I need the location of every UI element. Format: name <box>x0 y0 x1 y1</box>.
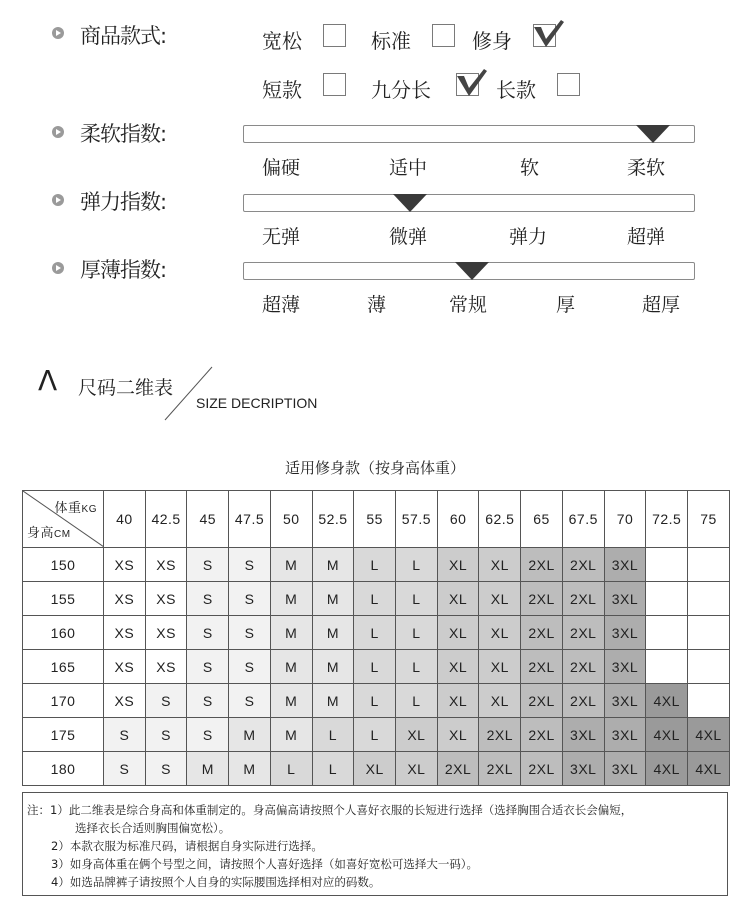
table-row <box>23 752 730 786</box>
scale-label: 弹力 <box>509 226 548 248</box>
weight-header-cell: 42.5 <box>145 491 187 548</box>
height-cell: 170 <box>23 684 104 718</box>
height-cell: 175 <box>23 718 104 752</box>
weight-header-cell: 65 <box>521 491 563 548</box>
size-cell: XL <box>479 650 521 684</box>
size-cell: 3XL <box>562 752 604 786</box>
size-cell: 3XL <box>562 718 604 752</box>
size-cell: XL <box>396 718 438 752</box>
scale-label: 常规 <box>449 294 488 316</box>
size-cell: M <box>270 548 312 582</box>
scale-label: 无弹 <box>262 226 301 248</box>
size-cell: 4XL <box>688 752 730 786</box>
weight-header-cell: 60 <box>437 491 479 548</box>
size-cell: M <box>229 718 271 752</box>
size-cell: L <box>312 752 354 786</box>
size-cell: S <box>229 650 271 684</box>
size-cell: L <box>354 548 396 582</box>
size-cell: M <box>270 650 312 684</box>
size-cell: 2XL <box>521 650 563 684</box>
size-cell: M <box>270 582 312 616</box>
bullet-icon <box>52 126 64 138</box>
size-cell: M <box>270 616 312 650</box>
size-cell: 3XL <box>604 582 646 616</box>
size-cell: XS <box>104 684 146 718</box>
size-cell: 2XL <box>562 650 604 684</box>
size-cell: XL <box>479 684 521 718</box>
note-line: 注：1）此二维表是综合身高和体重制定的。身高偏高请按照个人喜好衣服的长短进行选择（选择胸围合适衣长会偏短， <box>27 803 633 817</box>
weight-header-cell: 67.5 <box>562 491 604 548</box>
softness-title: 柔软指数: <box>80 122 167 146</box>
size-cell <box>688 650 730 684</box>
height-cell: 160 <box>23 616 104 650</box>
size-cell: XS <box>145 650 187 684</box>
size-cell: M <box>270 718 312 752</box>
table-row <box>23 548 730 582</box>
scale-label: 薄 <box>367 294 387 316</box>
size-cell: 2XL <box>521 684 563 718</box>
style-title: 商品款式: <box>80 24 167 48</box>
size-cell: 2XL <box>479 718 521 752</box>
size-cell: 4XL <box>646 752 688 786</box>
weight-header-cell: 50 <box>270 491 312 548</box>
size-cell: L <box>312 718 354 752</box>
size-cell: XS <box>104 616 146 650</box>
size-logo-icon: Λ <box>38 364 58 397</box>
weight-label: 体重 <box>54 500 82 515</box>
size-cell: L <box>354 582 396 616</box>
table-row <box>23 718 730 752</box>
size-cell: XS <box>145 582 187 616</box>
size-cell: M <box>270 684 312 718</box>
size-cell: L <box>354 684 396 718</box>
size-cell: 2XL <box>521 548 563 582</box>
size-cell: L <box>396 684 438 718</box>
size-cell: 2XL <box>562 582 604 616</box>
weight-header-cell: 72.5 <box>646 491 688 548</box>
scale-label: 偏硬 <box>262 157 301 179</box>
height-cell: 165 <box>23 650 104 684</box>
size-cell: L <box>396 582 438 616</box>
size-cell: XL <box>437 650 479 684</box>
scale-label: 超薄 <box>262 294 301 316</box>
bullet-icon <box>52 27 64 39</box>
notes-box <box>22 792 728 896</box>
option-label: 短款 <box>262 78 302 102</box>
size-cell: L <box>396 616 438 650</box>
note-line: 2）本款衣服为标准尺码，请根据自身实际进行选择。 <box>51 839 323 853</box>
softness-marker-icon <box>636 125 670 145</box>
table-row <box>23 650 730 684</box>
option-label: 修身 <box>472 29 512 53</box>
checkmark-icon <box>531 18 565 48</box>
size-cell: XL <box>437 548 479 582</box>
size-cell: L <box>354 650 396 684</box>
size-cell: 2XL <box>521 582 563 616</box>
option-checkbox[interactable] <box>432 24 455 47</box>
size-cell: 2XL <box>521 752 563 786</box>
size-cell: S <box>229 616 271 650</box>
size-cell: XS <box>104 650 146 684</box>
bullet-icon <box>52 262 64 274</box>
weight-header-cell: 57.5 <box>396 491 438 548</box>
weight-header-cell: 40 <box>104 491 146 548</box>
size-cell: XS <box>145 548 187 582</box>
size-cell: 4XL <box>646 684 688 718</box>
size-title-cn: 尺码二维表 <box>78 377 174 399</box>
thickness-title: 厚薄指数: <box>80 258 167 282</box>
size-cell: L <box>396 650 438 684</box>
option-checkbox[interactable] <box>557 73 580 96</box>
scale-label: 软 <box>520 157 540 179</box>
size-cell: XS <box>145 616 187 650</box>
option-checkbox[interactable] <box>323 73 346 96</box>
weight-header-cell: 62.5 <box>479 491 521 548</box>
table-row <box>23 616 730 650</box>
size-cell: S <box>187 582 229 616</box>
scale-label: 厚 <box>556 294 576 316</box>
size-cell: S <box>104 752 146 786</box>
size-cell <box>688 684 730 718</box>
size-cell: 2XL <box>521 718 563 752</box>
size-cell: M <box>312 548 354 582</box>
option-label: 长款 <box>496 78 536 102</box>
size-cell: 2XL <box>479 752 521 786</box>
bullet-icon <box>52 194 64 206</box>
size-cell: 4XL <box>688 718 730 752</box>
size-cell: S <box>187 548 229 582</box>
note-line: 选择衣长合适则胸围偏宽松）。 <box>75 821 231 835</box>
size-title-en: SIZE DECRIPTION <box>196 395 318 411</box>
corner-header <box>23 491 104 548</box>
weight-header-cell: 55 <box>354 491 396 548</box>
size-cell: M <box>312 582 354 616</box>
size-cell: 2XL <box>562 548 604 582</box>
elasticity-marker-icon <box>393 194 427 214</box>
size-cell: 3XL <box>604 684 646 718</box>
size-cell: XL <box>479 582 521 616</box>
size-cell: S <box>187 718 229 752</box>
height-label: 身高 <box>27 525 55 540</box>
scale-label: 超厚 <box>642 294 681 316</box>
height-cell: 150 <box>23 548 104 582</box>
size-cell: 4XL <box>646 718 688 752</box>
size-cell <box>646 548 688 582</box>
scale-label: 超弹 <box>627 226 666 248</box>
size-cell: S <box>187 650 229 684</box>
table-row <box>23 582 730 616</box>
size-cell: 3XL <box>604 718 646 752</box>
note-line: 4）如选品牌裤子请按照个人自身的实际腰围选择相对应的码数。 <box>51 875 381 889</box>
softness-bar <box>243 125 695 143</box>
weight-header-cell: 52.5 <box>312 491 354 548</box>
height-cell: 180 <box>23 752 104 786</box>
size-cell: S <box>145 684 187 718</box>
size-cell <box>646 650 688 684</box>
size-cell <box>646 616 688 650</box>
size-cell: 3XL <box>604 616 646 650</box>
size-cell: 2XL <box>562 616 604 650</box>
size-cell <box>688 548 730 582</box>
weight-header-cell: 75 <box>688 491 730 548</box>
weight-header-cell: 70 <box>604 491 646 548</box>
table-row <box>23 684 730 718</box>
size-cell: 2XL <box>437 752 479 786</box>
elasticity-bar <box>243 194 695 212</box>
size-cell: L <box>396 548 438 582</box>
weight-unit: KG <box>81 504 97 515</box>
size-cell: S <box>229 684 271 718</box>
size-cell: 3XL <box>604 752 646 786</box>
size-cell: XL <box>396 752 438 786</box>
size-cell: 3XL <box>604 650 646 684</box>
weight-header-cell: 45 <box>187 491 229 548</box>
height-axis-label <box>27 522 71 541</box>
size-cell: XL <box>437 582 479 616</box>
weight-axis-label <box>55 497 97 516</box>
size-cell: XL <box>479 616 521 650</box>
size-cell: S <box>104 718 146 752</box>
size-cell: M <box>312 650 354 684</box>
size-cell: M <box>187 752 229 786</box>
size-cell: S <box>145 718 187 752</box>
weight-header-cell: 47.5 <box>229 491 271 548</box>
size-cell: S <box>145 752 187 786</box>
size-cell: XL <box>437 684 479 718</box>
thickness-marker-icon <box>455 262 489 282</box>
size-cell: L <box>354 616 396 650</box>
slash-divider <box>160 364 216 424</box>
option-label: 标准 <box>371 29 411 53</box>
table-caption: 适用修身款（按身高体重） <box>284 459 465 477</box>
scale-label: 柔软 <box>627 157 666 179</box>
size-cell: XL <box>437 616 479 650</box>
size-cell <box>688 616 730 650</box>
size-cell: XL <box>479 548 521 582</box>
size-cell: S <box>229 548 271 582</box>
elasticity-title: 弹力指数: <box>80 190 167 214</box>
size-cell: M <box>312 616 354 650</box>
size-cell: XS <box>104 548 146 582</box>
option-label: 九分长 <box>371 78 431 102</box>
size-cell: XL <box>354 752 396 786</box>
size-cell: 2XL <box>521 616 563 650</box>
size-cell <box>688 582 730 616</box>
height-unit: CM <box>54 529 71 540</box>
size-cell: L <box>354 718 396 752</box>
note-line: 3）如身高体重在俩个号型之间，请按照个人喜好选择（如喜好宽松可选择大一码）。 <box>51 857 479 871</box>
size-cell: XL <box>437 718 479 752</box>
size-cell: S <box>187 684 229 718</box>
option-checkbox[interactable] <box>323 24 346 47</box>
size-cell: S <box>187 616 229 650</box>
size-cell: S <box>229 582 271 616</box>
size-cell: 3XL <box>604 548 646 582</box>
size-cell: M <box>312 684 354 718</box>
option-label: 宽松 <box>262 29 302 53</box>
size-cell <box>646 582 688 616</box>
size-table <box>22 490 730 786</box>
size-cell: 2XL <box>562 684 604 718</box>
size-cell: L <box>270 752 312 786</box>
size-cell: XS <box>104 582 146 616</box>
scale-label: 微弹 <box>389 226 428 248</box>
weight-header-row <box>23 491 730 548</box>
scale-label: 适中 <box>389 157 428 179</box>
checkmark-icon <box>454 67 488 97</box>
size-cell: M <box>229 752 271 786</box>
height-cell: 155 <box>23 582 104 616</box>
